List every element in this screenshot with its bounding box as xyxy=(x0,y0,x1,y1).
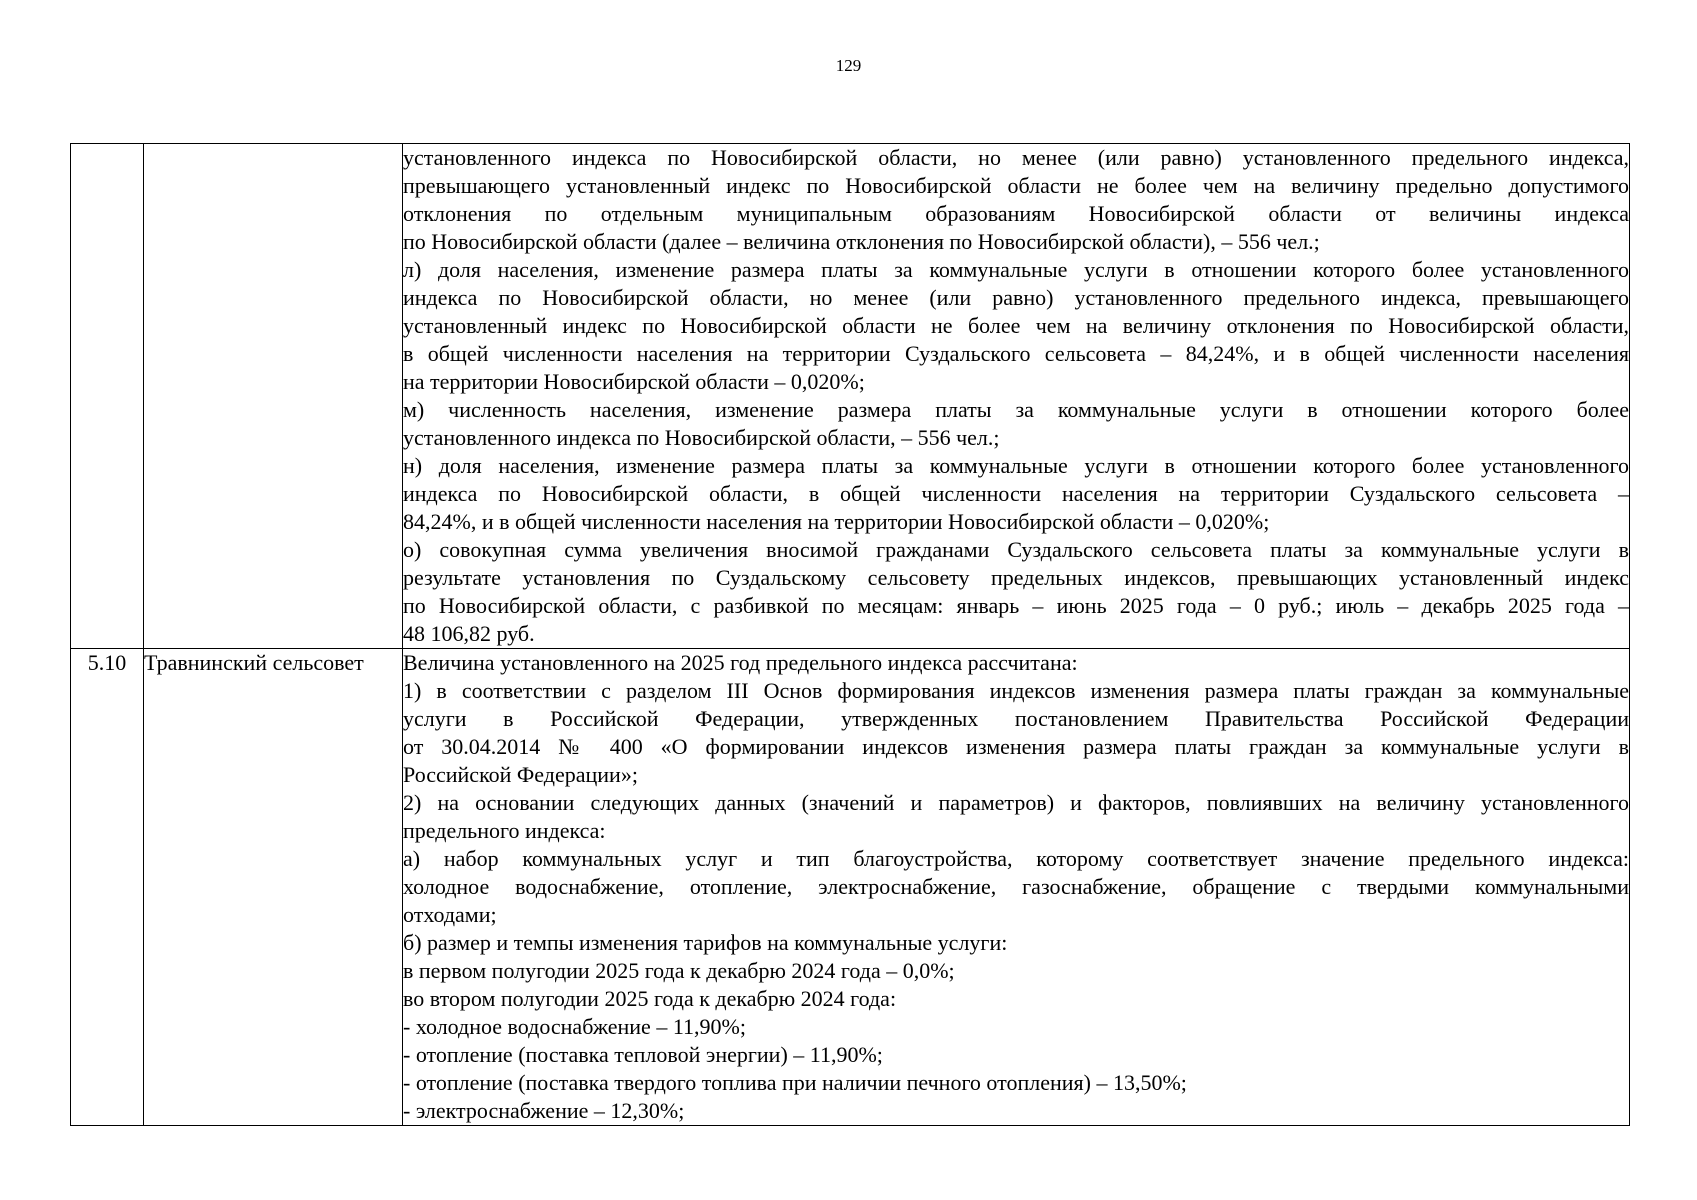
description-cell xyxy=(403,144,1630,649)
paragraph xyxy=(403,1041,1629,1069)
text-line: установленный индекс по Новосибирской области не более чем на величину отклонения по Новосибирской области, xyxy=(403,313,1629,338)
text-line: предельного индекса: xyxy=(403,818,606,843)
page-number: 129 xyxy=(835,56,862,75)
paragraph xyxy=(403,396,1629,452)
paragraph xyxy=(403,929,1629,957)
row-number-cell xyxy=(71,144,144,649)
text-line: - отопление (поставка твердого топлива при наличии печного отопления) – 13,50%; xyxy=(403,1070,1187,1095)
text-line: л) доля населения, изменение размера платы за коммунальные услуги в отношении которого более установленного xyxy=(403,257,1629,282)
text-line: отходами; xyxy=(403,902,497,927)
text-line: 1) в соответствии с разделом III Основ формирования индексов изменения размера платы граждан за коммунальные xyxy=(403,678,1629,703)
paragraph xyxy=(403,985,1629,1013)
text-line: на территории Новосибирской области – 0,020%; xyxy=(403,369,865,394)
paragraph xyxy=(403,256,1629,396)
paragraph xyxy=(403,1097,1629,1125)
text-line: 48 106,82 руб. xyxy=(403,621,535,646)
text-line: б) размер и темпы изменения тарифов на коммунальные услуги: xyxy=(403,930,1008,955)
text-line: 84,24%, и в общей численности населения на территории Новосибирской области – 0,020%; xyxy=(403,509,1270,534)
text-line: - отопление (поставка тепловой энергии) – 11,90%; xyxy=(403,1042,883,1067)
text-line: индекса по Новосибирской области, но менее (или равно) установленного предельного индекса, превышающего xyxy=(403,285,1629,310)
text-line: Российской Федерации»; xyxy=(403,762,638,787)
paragraph xyxy=(403,677,1629,789)
row-number-cell: 5.10 xyxy=(71,649,144,1126)
paragraph xyxy=(403,845,1629,929)
text-line: 2) на основании следующих данных (значений и параметров) и факторов, повлиявших на величину установленного xyxy=(403,790,1629,815)
paragraph xyxy=(403,536,1629,648)
paragraph xyxy=(403,789,1629,845)
text-line: а) набор коммунальных услуг и тип благоустройства, которому соответствует значение предельного индекса: xyxy=(403,846,1629,871)
paragraph xyxy=(403,957,1629,985)
text-line: в общей численности населения на территории Суздальского сельсовета – 84,24%, и в общей численности населения xyxy=(403,341,1629,366)
text-line: установленного индекса по Новосибирской области, но менее (или равно) установленного предельного индекса, xyxy=(403,145,1629,170)
description-cell xyxy=(403,649,1630,1126)
table-row xyxy=(71,649,1630,1126)
paragraph xyxy=(403,452,1629,536)
paragraph xyxy=(403,1013,1629,1041)
text-line: услуги в Российской Федерации, утвержденных постановлением Правительства Российской Федерации xyxy=(403,706,1629,731)
text-line: - холодное водоснабжение – 11,90%; xyxy=(403,1014,746,1039)
municipality-name-cell xyxy=(144,144,403,649)
municipality-name-cell: Травнинский сельсовет xyxy=(144,649,403,1126)
text-line: по Новосибирской области, с разбивкой по месяцам: январь – июнь 2025 года – 0 руб.; июль – декабрь 2025 года – xyxy=(403,593,1629,618)
text-line: в первом полугодии 2025 года к декабрю 2024 года – 0,0%; xyxy=(403,958,955,983)
text-line: - электроснабжение – 12,30%; xyxy=(403,1098,685,1123)
text-line: по Новосибирской области (далее – величина отклонения по Новосибирской области), – 556 чел.; xyxy=(403,229,1320,254)
text-line: результате установления по Суздальскому сельсовету предельных индексов, превышающих установленный индекс xyxy=(403,565,1629,590)
text-line: индекса по Новосибирской области, в общей численности населения на территории Суздальского сельсовета – xyxy=(403,481,1629,506)
paragraph xyxy=(403,1069,1629,1097)
table-row xyxy=(71,144,1630,649)
text-line: м) численность населения, изменение размера платы за коммунальные услуги в отношении которого более xyxy=(403,397,1629,422)
text-line: превышающего установленный индекс по Новосибирской области не более чем на величину предельно допустимого xyxy=(403,173,1629,198)
document-table xyxy=(70,143,1630,1126)
text-line: холодное водоснабжение, отопление, электроснабжение, газоснабжение, обращение с твердыми коммунальными xyxy=(403,874,1629,899)
text-line: установленного индекса по Новосибирской области, – 556 чел.; xyxy=(403,425,1000,450)
text-line: н) доля населения, изменение размера платы за коммунальные услуги в отношении которого более установленного xyxy=(403,453,1629,478)
text-line: о) совокупная сумма увеличения вносимой гражданами Суздальского сельсовета платы за коммунальные услуги в xyxy=(403,537,1629,562)
text-line: Величина установленного на 2025 год предельного индекса рассчитана: xyxy=(403,650,1078,675)
text-line: во втором полугодии 2025 года к декабрю 2024 года: xyxy=(403,986,897,1011)
paragraph xyxy=(403,144,1629,256)
text-line: отклонения по отдельным муниципальным образованиям Новосибирской области от величины индекса xyxy=(403,201,1629,226)
text-line: от 30.04.2014 № 400 «О формировании индексов изменения размера платы граждан за коммунальные услуги в xyxy=(403,734,1629,759)
paragraph xyxy=(403,649,1629,677)
